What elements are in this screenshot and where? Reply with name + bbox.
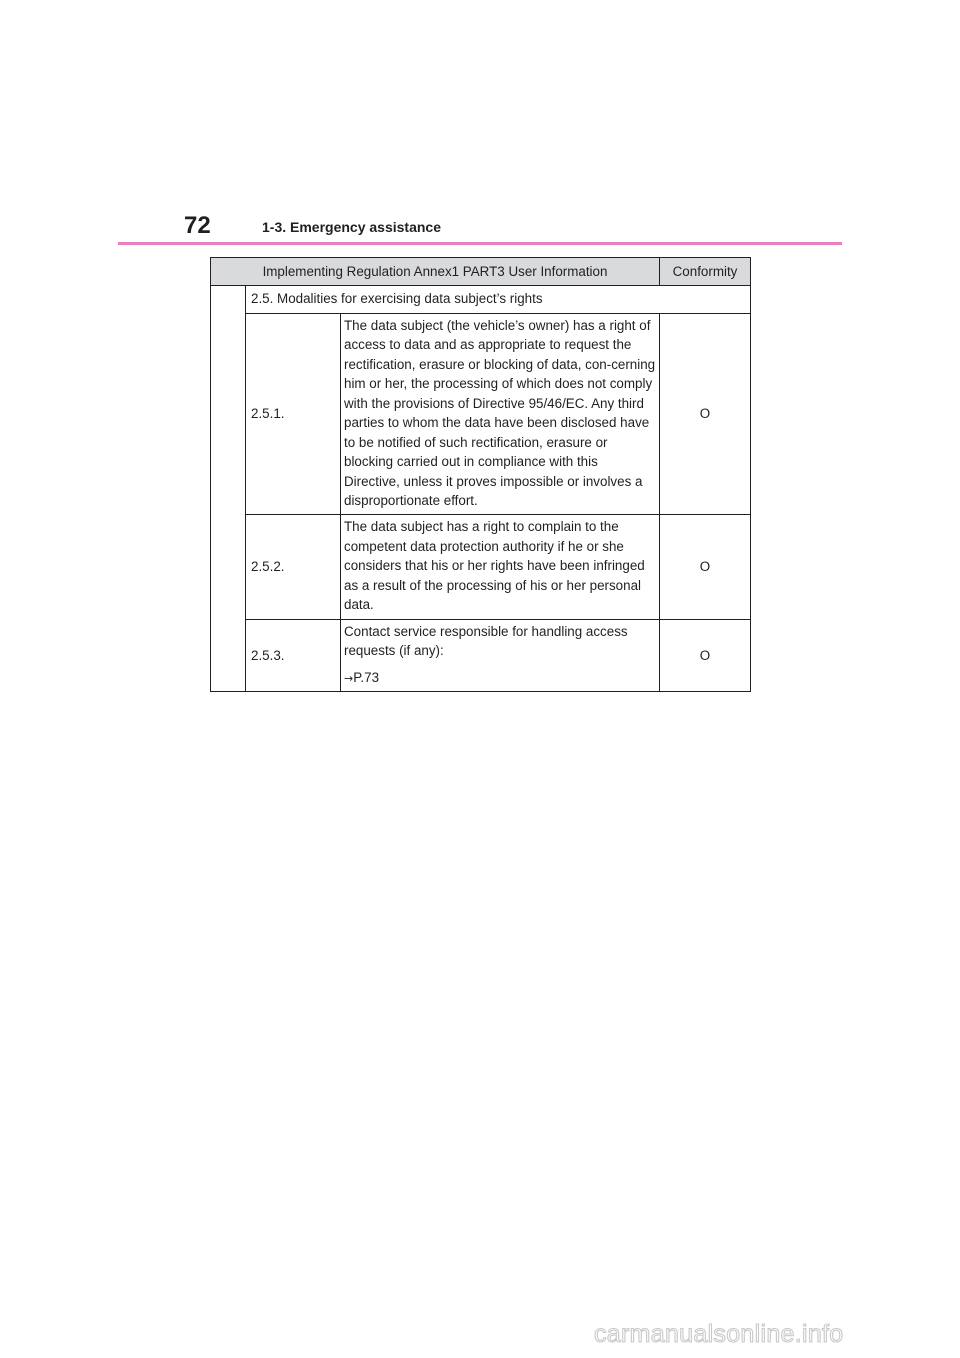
row-description-text: Contact service responsible for handling access requests (if any):: [344, 623, 628, 658]
page-number: 72: [184, 212, 211, 239]
subsection-title: 2.5. Modalities for exercising data subject’s rights: [246, 286, 751, 314]
indent-cell: [211, 286, 246, 692]
row-number: 2.5.2.: [246, 514, 341, 619]
row-conformity: O: [660, 619, 751, 692]
section-title: 1-3. Emergency assistance: [262, 219, 441, 235]
svg-text:carmanualsonline.info: carmanualsonline.info: [594, 1320, 844, 1348]
page-reference[interactable]: [344, 668, 656, 689]
row-conformity: O: [660, 313, 751, 514]
row-conformity: O: [660, 514, 751, 619]
table-row: [211, 619, 751, 692]
row-number: 2.5.1.: [246, 313, 341, 514]
row-description: [341, 619, 660, 692]
table-row: [211, 514, 751, 619]
arrow-right-icon: →: [344, 671, 354, 685]
column-header-conformity: Conformity: [660, 258, 751, 286]
watermark-logo: [594, 1320, 934, 1348]
conformity-table: [210, 257, 751, 692]
row-description: The data subject has a right to complain to the competent data protection authority if he or she considers that his or her rights have been infringed as a result of the processing of his or her personal data.: [341, 514, 660, 619]
column-header-main: Implementing Regulation Annex1 PART3 User Information: [211, 258, 660, 286]
table-row: [211, 313, 751, 514]
row-description: The data subject (the vehicle’s owner) has a right of access to data and as appropriate to request the rectification, erasure or blocking of data, con-cerning him or her, the processing of which does not comply with the provisions of Directive 95/46/EC. Any third parties to whom the data have been disclosed have to be notified of such rectification, erasure or blocking carried out in compliance with this Directive, unless it proves impossible or involves a disproportionate effort.: [341, 313, 660, 514]
watermark-logo-graphic: [594, 1320, 934, 1348]
table-header-row: [211, 258, 751, 286]
row-number: 2.5.3.: [246, 619, 341, 692]
subsection-row: [211, 286, 751, 314]
header-divider: [118, 242, 842, 245]
page-reference-label: P.73: [353, 669, 380, 685]
